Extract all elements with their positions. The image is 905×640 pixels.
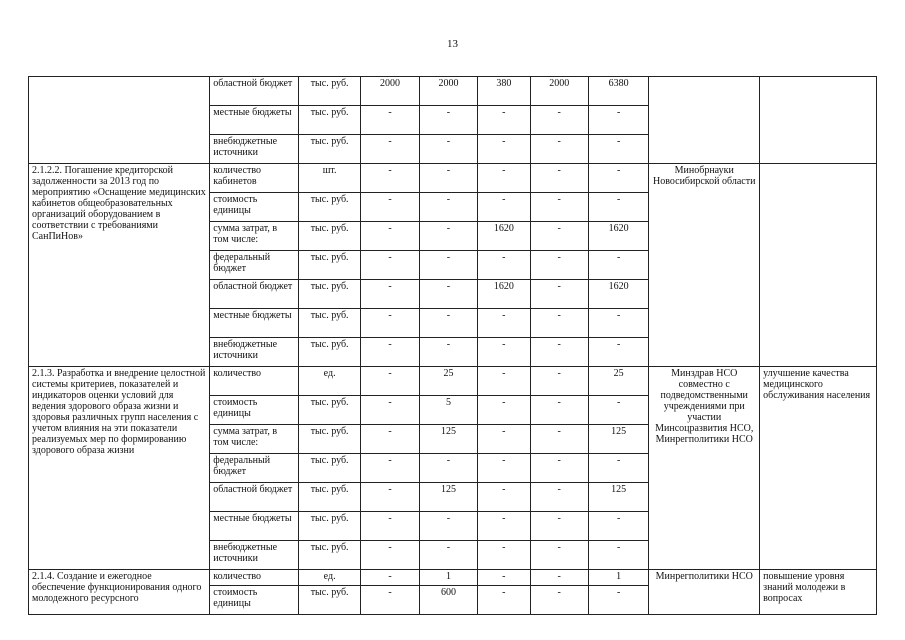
unit-cell: тыс. руб. (298, 222, 360, 251)
value-cell: - (530, 586, 588, 615)
unit-cell: шт. (298, 164, 360, 193)
value-cell: - (361, 425, 419, 454)
unit-cell: тыс. руб. (298, 193, 360, 222)
indicator-cell: областной бюджет (210, 77, 299, 106)
budget-table (28, 76, 877, 615)
indicator-cell: областной бюджет (210, 280, 299, 309)
value-cell: - (419, 193, 477, 222)
value-cell: - (530, 541, 588, 570)
value-cell: - (588, 454, 648, 483)
value-cell: - (419, 222, 477, 251)
table-row (29, 164, 877, 193)
value-cell: - (361, 106, 419, 135)
value-cell: - (530, 222, 588, 251)
value-cell: 2000 (530, 77, 588, 106)
value-cell: - (478, 483, 530, 512)
value-cell: - (530, 135, 588, 164)
value-cell: - (588, 106, 648, 135)
value-cell: 2000 (361, 77, 419, 106)
value-cell: 1620 (588, 280, 648, 309)
value-cell: - (530, 454, 588, 483)
value-cell: - (530, 164, 588, 193)
indicator-cell: внебюджетные источники (210, 541, 299, 570)
value-cell: - (478, 251, 530, 280)
value-cell: 2000 (419, 77, 477, 106)
value-cell: - (361, 222, 419, 251)
value-cell: - (361, 483, 419, 512)
indicator-cell: стоимость единицы (210, 193, 299, 222)
value-cell: - (588, 541, 648, 570)
value-cell: - (361, 164, 419, 193)
value-cell: - (530, 280, 588, 309)
indicator-cell: стоимость единицы (210, 586, 299, 615)
value-cell: - (530, 570, 588, 586)
value-cell: 1620 (478, 222, 530, 251)
value-cell: - (361, 512, 419, 541)
value-cell: - (478, 338, 530, 367)
value-cell: - (419, 338, 477, 367)
value-cell: - (361, 338, 419, 367)
value-cell: - (530, 309, 588, 338)
value-cell: - (419, 280, 477, 309)
indicator-cell: местные бюджеты (210, 512, 299, 541)
activity-cell (29, 77, 210, 164)
indicator-cell: местные бюджеты (210, 309, 299, 338)
value-cell: 25 (419, 367, 477, 396)
unit-cell: тыс. руб. (298, 541, 360, 570)
indicator-cell: областной бюджет (210, 483, 299, 512)
unit-cell: тыс. руб. (298, 135, 360, 164)
value-cell: - (361, 570, 419, 586)
indicator-cell: количество (210, 367, 299, 396)
indicator-cell: местные бюджеты (210, 106, 299, 135)
value-cell: - (478, 512, 530, 541)
unit-cell: тыс. руб. (298, 512, 360, 541)
unit-cell: тыс. руб. (298, 483, 360, 512)
value-cell: - (530, 251, 588, 280)
value-cell: - (419, 251, 477, 280)
value-cell: - (361, 251, 419, 280)
value-cell: - (478, 541, 530, 570)
value-cell: - (478, 570, 530, 586)
activity-cell: 2.1.3. Разработка и внедрение целостной системы критериев, показателей и индикаторов оценки условий для ведения здорового образа жизни и здоровья различных групп населения с учетом влияния на эти показатели реализуемых мер по формированию здорового образа жизни (29, 367, 210, 570)
page-number: 13 (447, 38, 458, 50)
value-cell: 1620 (588, 222, 648, 251)
activity-cell: 2.1.2.2. Погашение кредиторской задолженности за 2013 год по мероприятию «Оснащение медицинских кабинетов общеобразовательных организаций оборудованием в соответствии с требованиями СанПиНов» (29, 164, 210, 367)
value-cell: - (419, 541, 477, 570)
indicator-cell: количество (210, 570, 299, 586)
value-cell: - (478, 396, 530, 425)
value-cell: 125 (419, 483, 477, 512)
value-cell: 1 (588, 570, 648, 586)
indicator-cell: федеральный бюджет (210, 251, 299, 280)
indicator-cell: стоимость единицы (210, 396, 299, 425)
value-cell: - (530, 367, 588, 396)
value-cell: 125 (419, 425, 477, 454)
indicator-cell: внебюджетные источники (210, 135, 299, 164)
value-cell: - (478, 164, 530, 193)
value-cell: - (478, 106, 530, 135)
indicator-cell: сумма затрат, в том числе: (210, 222, 299, 251)
executor-cell: Минздрав НСО совместно с подведомственными учреждениями при участии Минсоцразвития НСО, Минрегполитики НСО (649, 367, 760, 570)
value-cell: 125 (588, 425, 648, 454)
value-cell: - (361, 193, 419, 222)
table-row (29, 570, 877, 586)
unit-cell: тыс. руб. (298, 586, 360, 615)
unit-cell: тыс. руб. (298, 309, 360, 338)
value-cell: - (419, 164, 477, 193)
table-row (29, 77, 877, 106)
value-cell: - (588, 251, 648, 280)
indicator-cell: количество кабинетов (210, 164, 299, 193)
value-cell: - (588, 338, 648, 367)
value-cell: - (588, 512, 648, 541)
value-cell: - (530, 193, 588, 222)
value-cell: - (530, 338, 588, 367)
value-cell: - (361, 367, 419, 396)
unit-cell: тыс. руб. (298, 396, 360, 425)
executor-cell (649, 77, 760, 164)
value-cell: 600 (419, 586, 477, 615)
unit-cell: тыс. руб. (298, 77, 360, 106)
value-cell: - (530, 483, 588, 512)
value-cell: - (419, 454, 477, 483)
unit-cell: тыс. руб. (298, 338, 360, 367)
value-cell: - (588, 309, 648, 338)
value-cell: - (478, 454, 530, 483)
value-cell: 1 (419, 570, 477, 586)
indicator-cell: внебюджетные источники (210, 338, 299, 367)
unit-cell: тыс. руб. (298, 106, 360, 135)
value-cell: - (478, 193, 530, 222)
unit-cell: тыс. руб. (298, 251, 360, 280)
result-cell (760, 77, 877, 164)
value-cell: - (361, 309, 419, 338)
value-cell: - (530, 512, 588, 541)
value-cell: 6380 (588, 77, 648, 106)
value-cell: - (361, 541, 419, 570)
value-cell: - (478, 367, 530, 396)
unit-cell: ед. (298, 367, 360, 396)
value-cell: - (588, 586, 648, 615)
value-cell: - (419, 135, 477, 164)
value-cell: - (361, 135, 419, 164)
value-cell: - (588, 193, 648, 222)
value-cell: - (419, 512, 477, 541)
value-cell: - (588, 164, 648, 193)
unit-cell: ед. (298, 570, 360, 586)
executor-cell: Минобрнауки Новосибирской области (649, 164, 760, 367)
value-cell: - (478, 135, 530, 164)
value-cell: 25 (588, 367, 648, 396)
value-cell: - (361, 586, 419, 615)
table-row (29, 367, 877, 396)
activity-cell: 2.1.4. Создание и ежегодное обеспечение функционирования одного молодежного ресурсного (29, 570, 210, 615)
value-cell: - (530, 425, 588, 454)
indicator-cell: федеральный бюджет (210, 454, 299, 483)
unit-cell: тыс. руб. (298, 425, 360, 454)
value-cell: - (478, 425, 530, 454)
unit-cell: тыс. руб. (298, 280, 360, 309)
unit-cell: тыс. руб. (298, 454, 360, 483)
value-cell: - (419, 309, 477, 338)
value-cell: 1620 (478, 280, 530, 309)
value-cell: - (419, 106, 477, 135)
value-cell: 380 (478, 77, 530, 106)
value-cell: 5 (419, 396, 477, 425)
result-cell: улучшение качества медицинского обслуживания населения (760, 367, 877, 570)
indicator-cell: сумма затрат, в том числе: (210, 425, 299, 454)
value-cell: - (530, 396, 588, 425)
executor-cell: Минрегполитики НСО (649, 570, 760, 615)
value-cell: - (361, 280, 419, 309)
value-cell: - (530, 106, 588, 135)
value-cell: - (588, 135, 648, 164)
result-cell: повышение уровня знаний молодежи в вопросах (760, 570, 877, 615)
value-cell: - (478, 586, 530, 615)
value-cell: - (588, 396, 648, 425)
result-cell (760, 164, 877, 367)
value-cell: 125 (588, 483, 648, 512)
value-cell: - (478, 309, 530, 338)
value-cell: - (361, 454, 419, 483)
value-cell: - (361, 396, 419, 425)
